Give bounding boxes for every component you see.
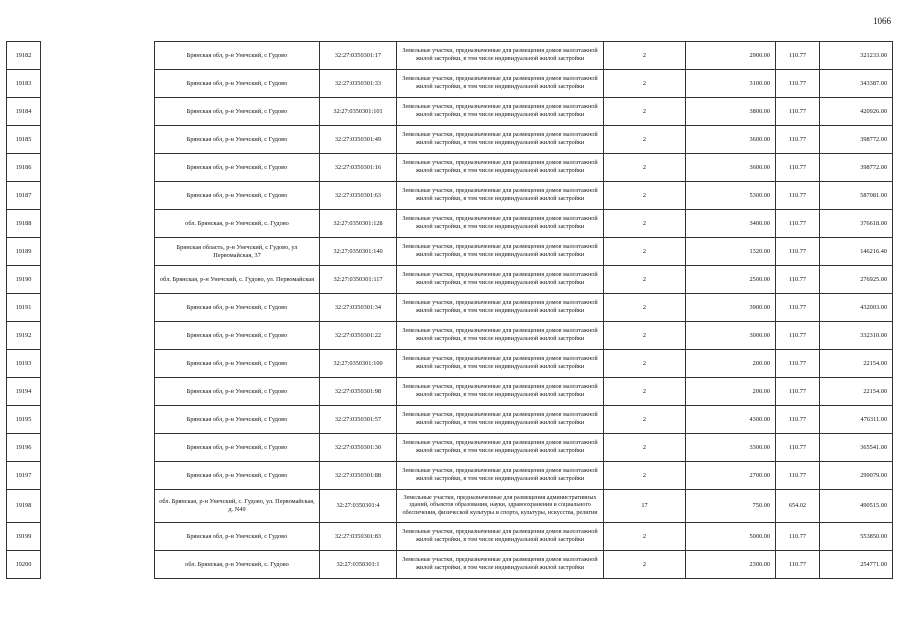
area-cell: 1320.00: [686, 238, 776, 266]
cadastral-value-cell: 490515.00: [820, 490, 893, 523]
cadastral-value-cell: 299079.00: [820, 462, 893, 490]
spacer-cell: [41, 523, 155, 551]
land-use-cell: Земельные участки, предназначенные для размещения домов малоэтажной жилой застройки, в том числе индивидуальной жилой застройки: [397, 434, 604, 462]
land-use-cell: Земельные участки, предназначенные для размещения домов малоэтажной жилой застройки, в том числе индивидуальной жилой застройки: [397, 266, 604, 294]
area-cell: 2300.00: [686, 551, 776, 579]
spacer-cell: [41, 378, 155, 406]
cadastral-value-cell: 276925.00: [820, 266, 893, 294]
record-number-cell: 19193: [7, 350, 41, 378]
cadastral-value-cell: 476311.00: [820, 406, 893, 434]
spacer-cell: [41, 322, 155, 350]
land-use-cell: Земельные участки, предназначенные для размещения домов малоэтажной жилой застройки, в том числе индивидуальной жилой застройки: [397, 462, 604, 490]
land-use-cell: Земельные участки, предназначенные для размещения домов малоэтажной жилой застройки, в том числе индивидуальной жилой застройки: [397, 42, 604, 70]
record-number-cell: 19186: [7, 154, 41, 182]
cadastral-number-cell: 32:27:0350301:33: [320, 70, 397, 98]
group-cell: 2: [604, 378, 686, 406]
table-row: [7, 238, 893, 266]
specific-value-cell: 110.77: [776, 238, 820, 266]
address-cell: Брянская обл, р-н Унечский, с Гудово: [155, 98, 320, 126]
table-row: [7, 322, 893, 350]
cadastral-number-cell: 32:27:0350301:88: [320, 462, 397, 490]
area-cell: 5300.00: [686, 182, 776, 210]
table-row: [7, 126, 893, 154]
record-number-cell: 19187: [7, 182, 41, 210]
land-use-cell: Земельные участки, предназначенные для размещения домов малоэтажной жилой застройки, в том числе индивидуальной жилой застройки: [397, 406, 604, 434]
specific-value-cell: 110.77: [776, 551, 820, 579]
land-use-cell: Земельные участки, предназначенные для размещения домов малоэтажной жилой застройки, в том числе индивидуальной жилой застройки: [397, 378, 604, 406]
area-cell: 4300.00: [686, 406, 776, 434]
record-number-cell: 19182: [7, 42, 41, 70]
cadastral-value-cell: 321233.00: [820, 42, 893, 70]
address-cell: Брянская обл, р-н Унечский, с Гудово: [155, 523, 320, 551]
cadastral-number-cell: 32:27:0350301:49: [320, 126, 397, 154]
cadastral-number-cell: 32:27:0350301:101: [320, 98, 397, 126]
area-cell: 3600.00: [686, 126, 776, 154]
spacer-cell: [41, 551, 155, 579]
table-row: [7, 266, 893, 294]
land-use-cell: Земельные участки, предназначенные для размещения домов малоэтажной жилой застройки, в том числе индивидуальной жилой застройки: [397, 182, 604, 210]
group-cell: 2: [604, 154, 686, 182]
address-cell: Брянская обл, р-н Унечский, с Гудово: [155, 322, 320, 350]
record-number-cell: 19197: [7, 462, 41, 490]
table-row: [7, 70, 893, 98]
address-cell: Брянская обл, р-н Унечский, с Гудово: [155, 154, 320, 182]
specific-value-cell: 110.77: [776, 154, 820, 182]
group-cell: 2: [604, 266, 686, 294]
specific-value-cell: 110.77: [776, 434, 820, 462]
spacer-cell: [41, 238, 155, 266]
record-number-cell: 19192: [7, 322, 41, 350]
cadastral-value-cell: 332310.00: [820, 322, 893, 350]
address-cell: Брянская обл, р-н Унечский, с Гудово: [155, 350, 320, 378]
spacer-cell: [41, 490, 155, 523]
spacer-cell: [41, 126, 155, 154]
group-cell: 2: [604, 70, 686, 98]
land-use-cell: Земельные участки, предназначенные для размещения домов малоэтажной жилой застройки, в том числе индивидуальной жилой застройки: [397, 126, 604, 154]
address-cell: Брянская обл, р-н Унечский, с Гудово: [155, 294, 320, 322]
cadastral-number-cell: 32:27:0350301:83: [320, 523, 397, 551]
group-cell: 2: [604, 126, 686, 154]
cadastral-number-cell: 32:27:0350301:16: [320, 154, 397, 182]
cadastral-number-cell: 32:27:0350301:22: [320, 322, 397, 350]
address-cell: Брянская обл, р-н Унечский, с Гудово: [155, 70, 320, 98]
record-number-cell: 19190: [7, 266, 41, 294]
spacer-cell: [41, 70, 155, 98]
area-cell: 3100.00: [686, 70, 776, 98]
table-row: [7, 350, 893, 378]
area-cell: 750.00: [686, 490, 776, 523]
area-cell: 200.00: [686, 350, 776, 378]
record-number-cell: 19196: [7, 434, 41, 462]
specific-value-cell: 110.77: [776, 406, 820, 434]
spacer-cell: [41, 182, 155, 210]
cadastral-value-cell: 420926.00: [820, 98, 893, 126]
group-cell: 2: [604, 434, 686, 462]
group-cell: 2: [604, 42, 686, 70]
address-cell: Брянская обл, р-н Унечский, с Гудово: [155, 406, 320, 434]
table-row: [7, 434, 893, 462]
cadastral-number-cell: 32:27:0350301:30: [320, 434, 397, 462]
land-cadastral-table: [6, 41, 893, 579]
specific-value-cell: 110.77: [776, 378, 820, 406]
group-cell: 2: [604, 462, 686, 490]
area-cell: 3000.00: [686, 322, 776, 350]
cadastral-number-cell: 32:27:0350301:4: [320, 490, 397, 523]
specific-value-cell: 110.77: [776, 210, 820, 238]
specific-value-cell: 110.77: [776, 98, 820, 126]
spacer-cell: [41, 406, 155, 434]
cadastral-value-cell: 398772.00: [820, 126, 893, 154]
area-cell: 2700.00: [686, 462, 776, 490]
record-number-cell: 19185: [7, 126, 41, 154]
cadastral-value-cell: 146216.40: [820, 238, 893, 266]
land-use-cell: Земельные участки, предназначенные для размещения домов малоэтажной жилой застройки, в том числе индивидуальной жилой застройки: [397, 70, 604, 98]
group-cell: 2: [604, 523, 686, 551]
record-number-cell: 19200: [7, 551, 41, 579]
cadastral-value-cell: 22154.00: [820, 350, 893, 378]
group-cell: 2: [604, 210, 686, 238]
page-number: 1066: [873, 16, 891, 26]
address-cell: Брянская область, р-н Унечский, с Гудово, ул Первомайская, 37: [155, 238, 320, 266]
cadastral-number-cell: 32:27:0350301:117: [320, 266, 397, 294]
table-row: [7, 42, 893, 70]
specific-value-cell: 110.77: [776, 523, 820, 551]
specific-value-cell: 110.77: [776, 294, 820, 322]
spacer-cell: [41, 350, 155, 378]
table-row: [7, 523, 893, 551]
spacer-cell: [41, 210, 155, 238]
cadastral-number-cell: 32:27:0350301:140: [320, 238, 397, 266]
land-use-cell: Земельные участки, предназначенные для размещения домов малоэтажной жилой застройки, в том числе индивидуальной жилой застройки: [397, 294, 604, 322]
record-number-cell: 19184: [7, 98, 41, 126]
area-cell: 3400.00: [686, 210, 776, 238]
group-cell: 2: [604, 350, 686, 378]
table-row: [7, 462, 893, 490]
spacer-cell: [41, 462, 155, 490]
area-cell: 3300.00: [686, 434, 776, 462]
address-cell: обл. Брянская, р-н Унечский, с. Гудово: [155, 210, 320, 238]
group-cell: 2: [604, 238, 686, 266]
cadastral-number-cell: 32:27:0350301:100: [320, 350, 397, 378]
table-body: [7, 42, 893, 579]
address-cell: обл. Брянская, р-н Унечский, с. Гудово, ул. Первомайская, д. N49: [155, 490, 320, 523]
table-row: [7, 210, 893, 238]
spacer-cell: [41, 294, 155, 322]
table-row: [7, 98, 893, 126]
record-number-cell: 19188: [7, 210, 41, 238]
record-number-cell: 19183: [7, 70, 41, 98]
spacer-cell: [41, 434, 155, 462]
land-use-cell: Земельные участки, предназначенные для размещения домов малоэтажной жилой застройки, в том числе индивидуальной жилой застройки: [397, 322, 604, 350]
table-row: [7, 182, 893, 210]
group-cell: 2: [604, 98, 686, 126]
spacer-cell: [41, 154, 155, 182]
cadastral-number-cell: 32:27:0350301:128: [320, 210, 397, 238]
group-cell: 2: [604, 551, 686, 579]
specific-value-cell: 110.77: [776, 266, 820, 294]
spacer-cell: [41, 42, 155, 70]
address-cell: обл. Брянская, р-н Унечский, с. Гудово, ул. Первомайская: [155, 266, 320, 294]
area-cell: 2500.00: [686, 266, 776, 294]
specific-value-cell: 110.77: [776, 462, 820, 490]
cadastral-number-cell: 32:27:0350301:17: [320, 42, 397, 70]
cadastral-value-cell: 587081.00: [820, 182, 893, 210]
cadastral-number-cell: 32:27:0350301:1: [320, 551, 397, 579]
address-cell: Брянская обл, р-н Унечский, с Гудово: [155, 126, 320, 154]
group-cell: 2: [604, 322, 686, 350]
table-row: [7, 294, 893, 322]
table-row: [7, 154, 893, 182]
table-row: [7, 490, 893, 523]
group-cell: 2: [604, 294, 686, 322]
address-cell: Брянская обл, р-н Унечский, с Гудово: [155, 378, 320, 406]
cadastral-value-cell: 398772.00: [820, 154, 893, 182]
cadastral-value-cell: 22154.00: [820, 378, 893, 406]
address-cell: Брянская обл, р-н Унечский, с Гудово: [155, 182, 320, 210]
address-cell: Брянская обл, р-н Унечский, с Гудово: [155, 42, 320, 70]
cadastral-value-cell: 553850.00: [820, 523, 893, 551]
area-cell: 3800.00: [686, 98, 776, 126]
cadastral-number-cell: 32:27:0350301:34: [320, 294, 397, 322]
land-use-cell: Земельные участки, предназначенные для размещения домов малоэтажной жилой застройки, в том числе индивидуальной жилой застройки: [397, 551, 604, 579]
land-use-cell: Земельные участки, предназначенные для размещения домов малоэтажной жилой застройки, в том числе индивидуальной жилой застройки: [397, 523, 604, 551]
cadastral-number-cell: 32:27:0350301:98: [320, 378, 397, 406]
land-use-cell: Земельные участки, предназначенные для размещения домов малоэтажной жилой застройки, в том числе индивидуальной жилой застройки: [397, 238, 604, 266]
specific-value-cell: 110.77: [776, 126, 820, 154]
cadastral-value-cell: 365541.00: [820, 434, 893, 462]
record-number-cell: 19199: [7, 523, 41, 551]
address-cell: Брянская обл, р-н Унечский, с Гудово: [155, 434, 320, 462]
land-use-cell: Земельные участки, предназначенные для размещения домов малоэтажной жилой застройки, в том числе индивидуальной жилой застройки: [397, 210, 604, 238]
cadastral-value-cell: 254771.00: [820, 551, 893, 579]
spacer-cell: [41, 98, 155, 126]
address-cell: обл. Брянская, р-н Унечский, с. Гудово: [155, 551, 320, 579]
land-use-cell: Земельные участки, предназначенные для размещения административных зданий, объектов образования, науки, здравоохранения и социального обеспечения, физической культуры и спорта, культуры, искусства, религии: [397, 490, 604, 523]
record-number-cell: 19189: [7, 238, 41, 266]
area-cell: 3900.00: [686, 294, 776, 322]
land-use-cell: Земельные участки, предназначенные для размещения домов малоэтажной жилой застройки, в том числе индивидуальной жилой застройки: [397, 350, 604, 378]
area-cell: 200.00: [686, 378, 776, 406]
address-cell: Брянская обл, р-н Унечский, с Гудово: [155, 462, 320, 490]
table-row: [7, 551, 893, 579]
specific-value-cell: 110.77: [776, 350, 820, 378]
group-cell: 2: [604, 182, 686, 210]
spacer-cell: [41, 266, 155, 294]
table-row: [7, 378, 893, 406]
cadastral-value-cell: 432003.00: [820, 294, 893, 322]
record-number-cell: 19191: [7, 294, 41, 322]
area-cell: 5000.00: [686, 523, 776, 551]
area-cell: 3600.00: [686, 154, 776, 182]
specific-value-cell: 110.77: [776, 70, 820, 98]
land-use-cell: Земельные участки, предназначенные для размещения домов малоэтажной жилой застройки, в том числе индивидуальной жилой застройки: [397, 154, 604, 182]
record-number-cell: 19198: [7, 490, 41, 523]
cadastral-number-cell: 32:27:0350301:57: [320, 406, 397, 434]
specific-value-cell: 110.77: [776, 42, 820, 70]
cadastral-value-cell: 343387.00: [820, 70, 893, 98]
cadastral-number-cell: 32:27:0350301:63: [320, 182, 397, 210]
specific-value-cell: 110.77: [776, 322, 820, 350]
area-cell: 2900.00: [686, 42, 776, 70]
land-use-cell: Земельные участки, предназначенные для размещения домов малоэтажной жилой застройки, в том числе индивидуальной жилой застройки: [397, 98, 604, 126]
group-cell: 2: [604, 406, 686, 434]
specific-value-cell: 654.02: [776, 490, 820, 523]
record-number-cell: 19194: [7, 378, 41, 406]
table-row: [7, 406, 893, 434]
cadastral-value-cell: 376618.00: [820, 210, 893, 238]
record-number-cell: 19195: [7, 406, 41, 434]
group-cell: 17: [604, 490, 686, 523]
specific-value-cell: 110.77: [776, 182, 820, 210]
